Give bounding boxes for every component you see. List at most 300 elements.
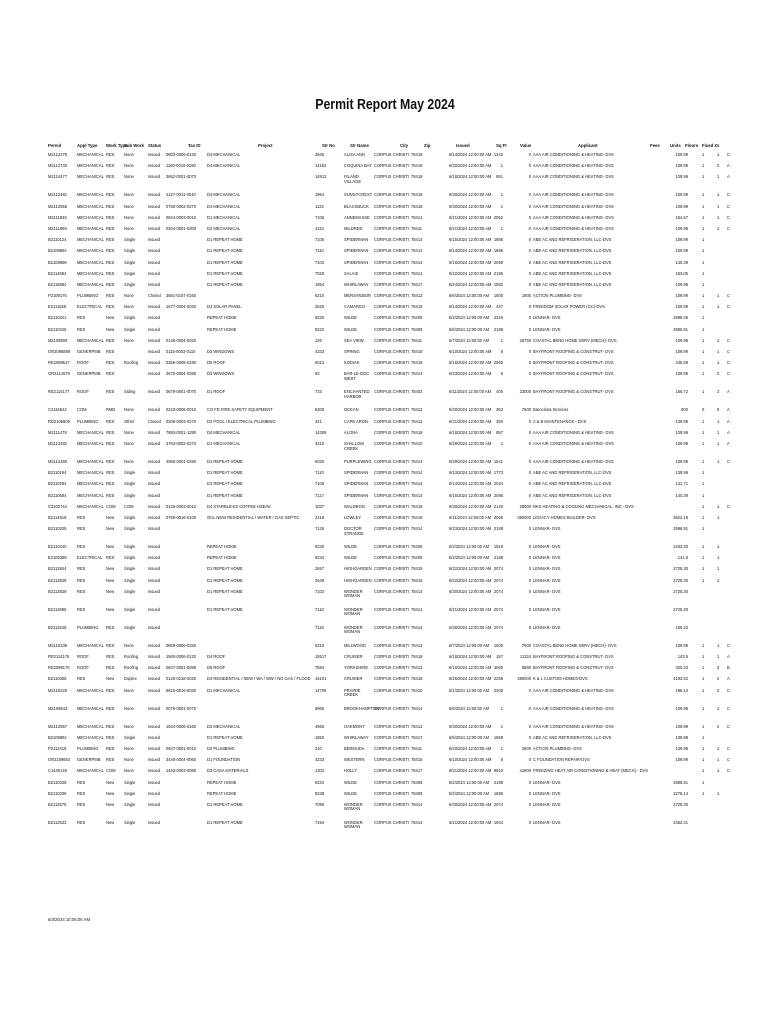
cell-work-type: RES	[106, 687, 115, 693]
cell-city: CORPUS CHRISTI	[374, 642, 410, 648]
cell-sub-work: None	[124, 407, 134, 413]
cell-str-name: SUNNYCREST	[344, 192, 373, 198]
cell-floors: 1	[717, 768, 720, 774]
header-str-name: Str Name	[350, 143, 369, 148]
cell-project: D1 REPEAT HOME	[207, 566, 243, 572]
cell-tax-id: 0847-0001-0010	[166, 745, 197, 751]
cell-city: CORPUS CHRISTI	[374, 654, 410, 659]
cell-units: 1	[702, 304, 705, 310]
cell-permit: RE2089517	[48, 360, 70, 366]
cell-work-type: New	[106, 566, 115, 572]
cell-status: Issued	[148, 492, 161, 498]
table-row: M2111896 MECHANICAL RES None Issued 0204-0001-0200 D2 MECHANICAL 4151 MILDRED CORPUS CHRISTI 78411 6/21/2024 12:00:00 AM 1 0 AAA AIR CONDITIONING & HEATING- DVS 109.99 1 1 C	[48, 225, 730, 231]
cell-str-no: 6210	[315, 293, 325, 299]
cell-sub-work: Single	[124, 779, 136, 785]
cell-city: CORPUS CHRISTI	[374, 757, 410, 763]
cell-units: 1	[702, 470, 705, 476]
cell-fixed-zs: A	[727, 418, 730, 424]
cell-issued: 6/30/2024 12:00:00 AM	[449, 801, 492, 807]
cell-str-no: 4333	[315, 349, 325, 354]
cell-appl-type: RES	[77, 676, 86, 682]
cell-project: D1 REPEAT HOME	[207, 259, 243, 265]
cell-zip: 78414	[411, 470, 423, 476]
cell-units: 1	[702, 225, 705, 231]
cell-applicant: AAA AIR CONDITIONING & HEATING- DVS	[533, 458, 614, 464]
cell-appl-type: MECHANICAL	[77, 214, 104, 220]
cell-units: 1	[702, 577, 705, 583]
cell-zip: 78413	[411, 723, 423, 729]
cell-zip: 78409	[411, 555, 423, 561]
cell-sub-work: None	[124, 304, 134, 310]
cell-permit: B2109894	[48, 248, 67, 254]
cell-floors: 1	[717, 745, 720, 751]
cell-str-no: 7594	[315, 665, 325, 671]
cell-sub-work: None	[124, 174, 134, 180]
cell-floors: 1	[717, 360, 720, 366]
cell-zip: 78402	[411, 389, 423, 395]
cell-tax-id: 2675-0004-0288	[166, 371, 197, 377]
cell-issued: 6/20/2024 12:00:00 AM	[449, 745, 492, 751]
cell-zip: 78418	[411, 676, 423, 682]
cell-units: 1	[702, 492, 705, 498]
cell-sub-work: Siding	[124, 389, 136, 395]
cell-units: 1	[702, 349, 705, 354]
table-row: B2110355 RES New Duplex Issued 0125-0218-0020 D4 RESIDENTIAL / NEW / WA / WW / NO GAS / FLOOD 15101 CRUISER CORPUS CHRISTI 78418 6/25/2024 12:00:00 AM 2265 280000 K & L CUSTOM HOMES-DVS 4193.52 1 2 A	[48, 676, 730, 682]
cell-str-no: 1037	[315, 503, 325, 509]
cell-permit: P2109175	[48, 293, 67, 299]
cell-str-no: 7126	[315, 526, 325, 532]
cell-zip: 78418	[411, 503, 423, 509]
cell-str-no: 310	[315, 745, 322, 751]
cell-tax-id: 1560-0006-0120	[166, 654, 197, 659]
cell-status: Issued	[148, 174, 161, 180]
cell-permit: M2114477	[48, 174, 68, 180]
cell-floors: 2	[717, 723, 720, 729]
cell-appl-type: MECHANICAL	[77, 237, 104, 243]
cell-project: D1 REPEAT HOME	[207, 577, 243, 583]
cell-floors: 1	[717, 440, 720, 446]
cell-city: CORPUS CHRISTI	[374, 407, 410, 413]
cell-permit: C2102744	[48, 503, 67, 509]
cell-fixed-zs: C	[727, 225, 730, 231]
cell-work-type: RES	[106, 458, 115, 464]
cell-status: Issued	[148, 429, 161, 435]
cell-sub-work: Single	[124, 326, 136, 332]
cell-str-no: 7029	[315, 270, 325, 276]
cell-str-no: 1302	[315, 768, 325, 774]
cell-applicant: LENNAR- DVS	[533, 326, 561, 332]
cell-issued: 6/30/2024 12:00:00 AM	[449, 192, 492, 198]
header-work-type: Work Type	[106, 143, 128, 148]
cell-str-name: CRUISER	[344, 654, 363, 659]
header-issued: Issued	[456, 143, 470, 148]
cell-sub-work: Single	[124, 555, 136, 561]
cell-city: CORPUS CHRISTI	[374, 371, 410, 377]
cell-work-type: RES	[106, 225, 115, 231]
cell-zip: 78414	[411, 492, 423, 498]
table-row: B2112829 RES New Single Issued D1 REPEAT HOME 2649 HIGHGARDEN CORPUS CHRISTI 78415 6/22/2024 12:00:00 AM 2074 0 LENNAR- DVS 2725.30 1 1	[48, 577, 720, 583]
cell-city: CORPUS CHRISTI	[374, 555, 410, 561]
cell-tax-id: 0206-0003-0270	[166, 418, 197, 424]
cell-status: Issued	[148, 577, 161, 583]
cell-applicant: NKS HEATING & COOLING MECHANICAL, INC - DVS	[533, 503, 634, 509]
cell-str-name: SEA VIEW	[344, 337, 364, 343]
cell-str-no: 14709	[315, 687, 327, 693]
cell-project: D4 MECHANICAL	[207, 152, 241, 157]
cell-permit: B2114584	[48, 270, 67, 276]
cell-status: Issued	[148, 337, 161, 343]
cell-issued: 6/6/2024 12:00:00 AM	[449, 705, 490, 711]
cell-floors: 1	[717, 514, 720, 520]
cell-city: CORPUS CHRISTI	[374, 687, 410, 693]
cell-city: CORPUS CHRISTI	[374, 315, 410, 321]
cell-appl-type: ROOF	[77, 360, 89, 366]
cell-applicant: BAYFRONT ROOFING & CONSTRUT- DVS	[533, 654, 614, 659]
cell-permit: RE2114176	[48, 654, 70, 659]
cell-units: 1	[702, 337, 705, 343]
cell-status: Issued	[148, 225, 161, 231]
cell-appl-type: MECHANICAL	[77, 492, 104, 498]
cell-status: Issued	[148, 566, 161, 572]
cell-work-type: RES	[106, 371, 115, 377]
cell-appl-type: PLUMBING	[77, 745, 99, 751]
cell-units: 0	[702, 407, 705, 413]
cell-status: Issued	[148, 555, 161, 561]
cell-tax-id: 0126-0003-0012	[166, 503, 197, 509]
header-appl-type: Appl Type	[77, 143, 98, 148]
header-city: City	[400, 143, 409, 148]
cell-units: 1	[702, 790, 705, 796]
cell-issued: 6/7/2024 12:00:00 AM	[449, 337, 490, 343]
cell-work-type: RES	[106, 152, 115, 157]
cell-work-type: RES	[106, 281, 115, 287]
cell-units: 1	[702, 326, 705, 332]
cell-zip: 78418	[411, 349, 423, 354]
cell-str-no: 7102	[315, 259, 325, 265]
cell-floors: 2	[717, 371, 720, 377]
cell-applicant: LENNAR- DVS	[533, 577, 561, 583]
cell-str-name: WHIRLAWAY	[344, 281, 369, 287]
cell-work-type: New	[106, 606, 115, 612]
cell-project: D1 REPEAT HOME	[207, 492, 243, 498]
cell-city: CORPUS CHRISTI	[374, 768, 410, 774]
cell-issued: 6/6/2024 12:00:00 AM	[449, 293, 490, 299]
cell-sub-work: None	[124, 745, 134, 751]
cell-sub-work: None	[124, 723, 134, 729]
cell-fixed-zs: C	[727, 349, 730, 354]
cell-status: Issued	[148, 734, 161, 740]
cell-applicant: AAA AIR CONDITIONING & HEATING- DVS	[533, 429, 614, 435]
cell-str-name: SPRING	[344, 349, 360, 354]
cell-str-name: PRAIRIE CREEK	[344, 687, 361, 698]
cell-sub-work: Single	[124, 734, 136, 740]
cell-applicant: COASTAL BEND HOME SERV (MECH)- DVS	[533, 337, 617, 343]
table-row: B2115884 MECHANICAL RES Single Issued D1 REPEAT HOME 1854 WHIRLAWAY CORPUS CHRISTI 78417 6/24/2024 12:00:00 AM 1882 0 ABE AC AND REFRIGERATION, LLC-DVS 109.99 1	[48, 281, 705, 287]
cell-zip: 78418	[411, 429, 423, 435]
cell-status: Issued	[148, 654, 161, 659]
cell-work-type: New	[106, 801, 115, 807]
cell-str-no: 9222	[315, 326, 325, 332]
cell-issued: 5/2/2024 12:00:00 AM	[449, 315, 490, 321]
cell-city: CORPUS CHRISTI	[374, 588, 410, 594]
cell-floors: 1	[717, 757, 720, 763]
table-row: B2110340 RES New Single Issued REPEAT HOME 9230 WILDE CORPUS CHRISTI 78409 5/2/2024 12:00:00 AM 1916 0 LENNAR- DVS 2433.30 1 1	[48, 544, 720, 550]
cell-status: Issued	[148, 440, 161, 446]
cell-str-name: SPIDERMAN	[344, 481, 369, 487]
report-title: Permit Report May 2024	[315, 96, 455, 113]
cell-issued: 6/23/2024 12:00:00 AM	[449, 526, 492, 532]
cell-city: CORPUS CHRISTI	[374, 192, 410, 198]
cell-str-name: WILDE	[344, 779, 357, 785]
cell-project: D1 FOUNDATION	[207, 757, 241, 763]
cell-project: D3 WINDOWS	[207, 371, 235, 377]
cell-issued: 6/20/2024 12:00:00 AM	[449, 163, 492, 169]
cell-str-name: CAMARGO	[344, 304, 366, 310]
cell-project: D4 MECHANICAL	[207, 163, 241, 169]
cell-str-name: SPIDERMAN	[344, 470, 369, 476]
cell-units: 1	[702, 237, 705, 243]
cell-fixed-zs: C	[727, 642, 730, 648]
cell-str-name: DOCTOR STRANGE	[344, 526, 364, 536]
cell-issued: 6/21/2024 12:00:00 AM	[449, 225, 492, 231]
cell-permit: RE2098176	[48, 665, 70, 671]
cell-city: CORPUS CHRISTI	[374, 624, 410, 630]
cell-appl-type: MECHANICAL	[77, 642, 104, 648]
cell-issued: 6/24/2024 12:00:00 AM	[449, 281, 492, 287]
cell-project: REPEAT HOME	[207, 555, 237, 561]
cell-str-no: 341	[315, 418, 322, 424]
cell-tax-id: 0146-0004-0020	[166, 337, 197, 343]
cell-tax-id: 0769-0016-0100	[166, 514, 197, 520]
cell-appl-type: RES	[77, 606, 86, 612]
cell-status: Issued	[148, 349, 161, 354]
cell-fixed-zs: A	[727, 429, 730, 435]
cell-project: D1 REPEAT HOME	[207, 588, 243, 594]
cell-units: 1	[702, 429, 705, 435]
cell-applicant: LENNAR- DVS	[533, 526, 561, 532]
cell-units: 1	[702, 203, 705, 209]
cell-tax-id: 0125-0218-0020	[166, 676, 197, 682]
cell-city: CORPUS CHRISTI	[374, 174, 410, 180]
cell-sub-work: Roofing	[124, 665, 139, 671]
cell-project: D1 REPEAT HOME	[207, 248, 243, 254]
cell-work-type: New	[106, 790, 115, 796]
cell-units: 1	[702, 768, 705, 774]
cell-sub-work: Single	[124, 526, 136, 532]
cell-fixed-zs: B	[727, 665, 730, 671]
cell-units: 1	[702, 440, 705, 446]
cell-city: CORPUS CHRISTI	[374, 779, 410, 785]
cell-floors: 1	[717, 458, 720, 464]
cell-applicant: AAA AIR CONDITIONING & HEATING- DVS	[533, 225, 614, 231]
cell-status: Issued	[148, 214, 161, 220]
cell-permit: B2110194	[48, 470, 67, 476]
cell-sub-work: Single	[124, 481, 136, 487]
cell-status: Issued	[148, 304, 161, 310]
cell-city: CORPUS CHRISTI	[374, 337, 410, 343]
cell-str-no: 9226	[315, 315, 325, 321]
table-row: RD2105509 PLUMBING RES Other Closed 0206-0003-0270 D2 POOL / ELECTRICAL PLUMBING 341 CAPE ARON CORPUS CHRISTI 78412 6/21/2024 12:00:00 AM 250 0 A & B MAINTENANCE - DVS 139.99 1 1 A	[48, 418, 730, 424]
cell-issued: 6/21/2024 12:00:00 AM	[449, 768, 492, 774]
cell-units: 1	[702, 544, 705, 550]
cell-str-no: 93	[315, 371, 320, 377]
cell-zip: 78409	[411, 790, 423, 796]
cell-city: CORPUS CHRISTI	[374, 665, 410, 671]
cell-str-no: 2218	[315, 514, 325, 520]
cell-appl-type: GENERPMB	[77, 349, 101, 354]
cell-str-no: 7102	[315, 588, 325, 594]
header-str-no: Str No	[322, 143, 335, 148]
cell-permit: M2111896	[48, 225, 67, 231]
cell-applicant: LENNAR- DVS	[533, 624, 561, 630]
cell-city: CORPUS CHRISTI	[374, 745, 410, 751]
cell-work-type: RES	[106, 259, 115, 265]
cell-work-type: RES	[106, 389, 115, 395]
cell-str-no: 7110	[315, 470, 324, 476]
table-row: M2109509 MECHANICAL RES None Issued 0146-0004-0020 126 SEA VIEW CORPUS CHRISTI 78411 6/7/2024 12:00:00 AM 1 28750 COASTAL BEND HOME SERV (MECH)- DVS 109.99 1 1 C	[48, 337, 730, 343]
cell-issued: 6/16/2024 12:00:00 AM	[449, 174, 492, 180]
cell-fixed-zs: C	[727, 687, 730, 693]
cell-work-type: RES	[106, 492, 115, 498]
cell-work-type: New	[106, 577, 115, 583]
cell-project: D1 REPEAT HOME	[207, 819, 243, 825]
cell-applicant: AAA AIR CONDITIONING & HEATING- DVS	[533, 174, 614, 180]
table-row: E2111658 ELECTRICAL RES None Issued 1677-0004-0020 D3 SOLAR PANEL 2625 CAMARGO CORPUS CHRISTI 78415 6/14/2024 12:00:00 AM 437 0 FREEDOM SOLAR POWER (GC)-DVS 109.99 1 1 C	[48, 304, 730, 310]
cell-sub-work: Single	[124, 577, 136, 583]
cell-work-type: RES	[106, 481, 115, 487]
cell-applicant: ABE AC AND REFRIGERATION, LLC-DVS	[533, 481, 612, 487]
cell-appl-type: MECHANICAL	[77, 503, 104, 509]
cell-city: CORPUS CHRISTI	[374, 440, 410, 446]
cell-status: Issued	[148, 360, 161, 366]
table-row: M2112481 MECHANICAL RES None Issued 2127-0011-0040 D4 MECHANICAL 1954 SUNNYCREST CORPUS CHRISTI 78418 6/30/2024 12:00:00 AM 1 0 AAA AIR CONDITIONING & HEATING- DVS 109.99 1 1 C	[48, 192, 730, 198]
cell-floors: 1	[717, 577, 720, 583]
cell-project: D4 ROOF	[207, 654, 226, 659]
cell-zip: 78414	[411, 237, 423, 243]
cell-status: Closed	[148, 293, 161, 299]
cell-appl-type: MECHANICAL	[77, 203, 104, 209]
cell-units: 1	[702, 458, 705, 464]
cell-project: D1 REPEAT HOME	[207, 270, 243, 276]
cell-zip: 78414	[411, 481, 423, 487]
cell-zip: 78415	[411, 757, 423, 763]
cell-str-name: WILDE	[344, 790, 357, 796]
cell-str-no: 7106	[315, 237, 325, 243]
cell-status: Issued	[148, 606, 161, 612]
cell-project: D2 MECHANICAL	[207, 225, 241, 231]
cell-issued: 6/22/2024 12:00:00 AM	[449, 270, 492, 276]
cell-permit: B2112648	[48, 624, 67, 630]
cell-fixed-zs: A	[727, 407, 730, 413]
cell-issued: 6/30/2024 12:00:00 AM	[449, 624, 492, 630]
cell-str-name: BLACKBUCK	[344, 203, 369, 209]
table-row: RE2098176 ROOF RES Roofing Issued 0847-0001-0088 D5 ROOF 7594 YORKSHIRE CORPUS CHRISTI 78413 6/16/2024 12:00:00 AM 3060 8880 BAYFRONT ROOFING & CONSTRUT- DVS 320.33 1 3 B	[48, 665, 730, 671]
cell-permit: M2111845	[48, 214, 67, 220]
cell-appl-type: MECHANICAL	[77, 259, 104, 265]
cell-status: Issued	[148, 723, 161, 729]
cell-zip: 78414	[411, 214, 423, 220]
cell-units: 1	[702, 566, 705, 572]
cell-fixed-zs: C	[727, 203, 730, 209]
cell-project: D1 REPEAT HOME	[207, 470, 243, 476]
cell-permit: M2109543	[48, 705, 68, 711]
cell-str-name: WILDE	[344, 326, 357, 332]
cell-status: Closed	[148, 418, 161, 424]
cell-str-name: BERMUDA	[344, 745, 365, 751]
cell-str-no: 14913	[315, 174, 327, 180]
cell-units: 1	[702, 389, 705, 395]
cell-work-type: RES	[106, 418, 115, 424]
cell-applicant: AAA AIR CONDITIONING & HEATING- DVS	[533, 440, 614, 446]
cell-units: 1	[702, 654, 705, 659]
cell-city: CORPUS CHRISTI	[374, 790, 410, 796]
cell-status: Issued	[148, 624, 161, 630]
cell-zip: 78414	[411, 526, 423, 532]
cell-applicant: LENNAR- DVS	[533, 606, 561, 612]
cell-work-type: RES	[106, 248, 115, 254]
cell-project: D2 POOL / ELECTRICAL PLUMBING	[207, 418, 276, 424]
cell-issued: 6/30/2024 12:00:00 AM	[449, 407, 492, 413]
cell-status: Issued	[148, 152, 161, 157]
cell-status: Issued	[148, 503, 161, 509]
table-row: M2109543 MECHANICAL RES None Issued 0076-0001-0070 6965 BROOKHAMPTON CORPUS CHRISTI 78414 6/6/2024 12:00:00 AM 1 0 AAA AIR CONDITIONING & HEATING- DVS 109.99 1 1 C	[48, 705, 730, 711]
cell-str-no: 6965	[315, 705, 325, 711]
cell-sub-work: Roofing	[124, 654, 139, 659]
cell-applicant: LEGACY HOMES BUILDER- DVS	[533, 514, 596, 520]
cell-fixed-zs: C	[727, 214, 730, 220]
cell-str-name: ANNEMASSE	[344, 214, 370, 220]
cell-floors: 1	[717, 654, 720, 659]
cell-work-type: New	[106, 315, 115, 321]
cell-status: Issued	[148, 248, 161, 254]
cell-work-type: RES	[106, 665, 115, 671]
cell-str-name: WHIRLAWAY	[344, 734, 369, 740]
cell-status: Issued	[148, 203, 161, 209]
cell-fixed-zs: C	[727, 337, 730, 343]
cell-permit: B2110294	[48, 481, 67, 487]
cell-str-name: SALAIS	[344, 270, 359, 276]
cell-str-no: 2657	[315, 566, 325, 572]
cell-applicant: ABE AC AND REFRIGERATION, LLC-DVS	[533, 259, 612, 265]
cell-status: Issued	[148, 676, 161, 682]
cell-permit: B2114819	[48, 514, 67, 520]
cell-str-name: HOLLY	[344, 768, 358, 774]
cell-city: CORPUS CHRISTI	[374, 152, 410, 157]
cell-str-no: 6013	[315, 360, 325, 366]
cell-city: CORPUS CHRISTI	[374, 458, 410, 464]
cell-sub-work: Single	[124, 237, 136, 243]
cell-units: 1	[702, 481, 705, 487]
cell-sub-work: Roofing	[124, 360, 139, 366]
cell-project: D3 MECHANICAL	[207, 723, 241, 729]
cell-work-type: RES	[106, 470, 115, 476]
cell-tax-id: 1844-0006-0160	[166, 723, 197, 729]
cell-applicant: AAA AIR CONDITIONING & HEATING- DVS	[533, 203, 614, 209]
cell-permit: RE2115177	[48, 389, 70, 395]
cell-zip: 78417	[411, 281, 423, 287]
cell-zip: 78415	[411, 566, 423, 572]
cell-sub-work: None	[124, 203, 134, 209]
cell-tax-id: 1677-0004-0020	[166, 304, 197, 310]
cell-city: CORPUS CHRISTI	[374, 481, 410, 487]
cell-permit: B2110338	[48, 779, 67, 785]
cell-appl-type: MECHANICAL	[77, 429, 104, 435]
cell-str-name: WONDER WOMAN	[344, 588, 363, 599]
table-row: B2110294 MECHANICAL RES Single Issued D1 REPEAT HOME 7106 SPIDERMAN CORPUS CHRISTI 78414 6/14/2024 12:00:00 AM 2024 0 ABE AC AND REFRIGERATION, LLC-DVS 141.71 1	[48, 481, 705, 487]
cell-issued: 6/1/2024 12:00:00 AM	[449, 687, 490, 693]
cell-units: 1	[702, 779, 705, 785]
cell-fixed-zs: C	[727, 745, 730, 751]
